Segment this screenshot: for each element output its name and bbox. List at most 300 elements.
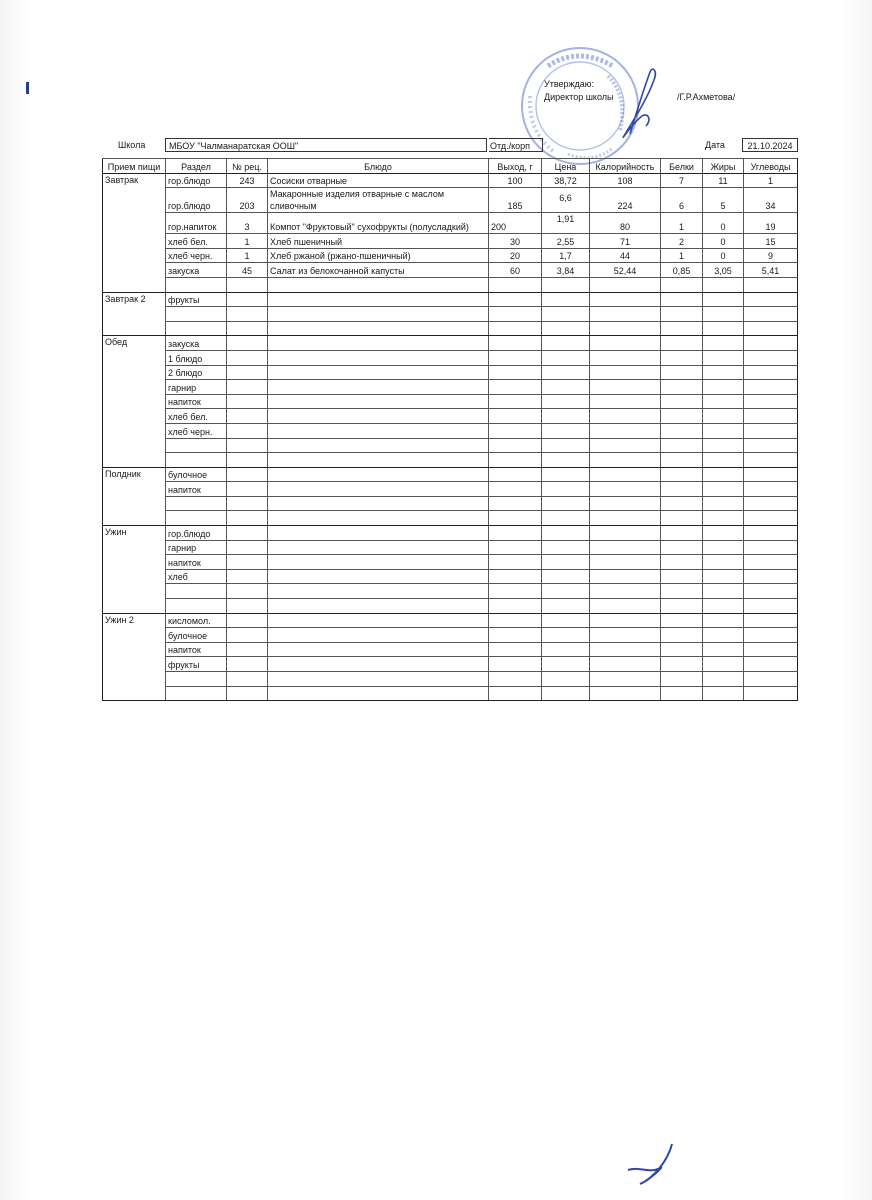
price-cell xyxy=(542,292,590,307)
table-row xyxy=(103,365,798,380)
price-cell xyxy=(542,569,590,584)
carbs-cell xyxy=(744,613,798,628)
dish-cell xyxy=(268,336,489,351)
output-cell: 100 xyxy=(489,173,542,188)
dish-cell xyxy=(268,321,489,336)
dish-cell xyxy=(268,292,489,307)
recipe-cell xyxy=(227,336,268,351)
price-cell xyxy=(542,321,590,336)
price-cell xyxy=(542,423,590,438)
output-cell: 200 xyxy=(489,213,542,234)
section-cell: гор.блюдо xyxy=(166,188,227,213)
calories-cell xyxy=(590,496,661,511)
output-cell: 185 xyxy=(489,188,542,213)
output-cell: 20 xyxy=(489,248,542,263)
carbs-cell xyxy=(744,467,798,482)
table-row xyxy=(103,599,798,614)
protein-cell xyxy=(661,686,703,701)
calories-cell xyxy=(590,657,661,672)
carbs-cell xyxy=(744,409,798,424)
protein-cell xyxy=(661,307,703,322)
output-cell xyxy=(489,394,542,409)
output-cell xyxy=(489,423,542,438)
protein-cell xyxy=(661,672,703,687)
price-cell xyxy=(542,613,590,628)
dish-cell xyxy=(268,423,489,438)
recipe-cell: 3 xyxy=(227,213,268,234)
carbs-cell xyxy=(744,292,798,307)
calories-cell xyxy=(590,336,661,351)
calories-cell xyxy=(590,438,661,453)
carbs-cell xyxy=(744,423,798,438)
output-cell xyxy=(489,350,542,365)
section-cell xyxy=(166,686,227,701)
approval-position: Директор школы xyxy=(544,92,614,102)
output-cell xyxy=(489,336,542,351)
calories-cell: 44 xyxy=(590,248,661,263)
recipe-cell xyxy=(227,365,268,380)
protein-cell xyxy=(661,540,703,555)
recipe-cell xyxy=(227,380,268,395)
price-cell: 2,55 xyxy=(542,234,590,249)
section-cell: гор.блюдо xyxy=(166,173,227,188)
table-row xyxy=(103,686,798,701)
section-cell: хлеб бел. xyxy=(166,409,227,424)
output-cell xyxy=(489,584,542,599)
section-cell xyxy=(166,453,227,468)
calories-cell xyxy=(590,467,661,482)
protein-cell: 7 xyxy=(661,173,703,188)
table-row xyxy=(103,613,798,628)
scan-edge-mark xyxy=(26,82,29,94)
carbs-cell xyxy=(744,453,798,468)
section-cell: 1 блюдо xyxy=(166,350,227,365)
col-price: Цена xyxy=(542,159,590,174)
approval-name: /Г.Р.Ахметова/ xyxy=(677,92,736,102)
output-cell xyxy=(489,569,542,584)
table-row xyxy=(103,394,798,409)
price-cell xyxy=(542,526,590,541)
calories-cell xyxy=(590,599,661,614)
fat-cell xyxy=(703,350,744,365)
output-cell xyxy=(489,380,542,395)
calories-cell xyxy=(590,307,661,322)
menu-table xyxy=(102,158,798,701)
table-row xyxy=(103,409,798,424)
dish-cell xyxy=(268,394,489,409)
recipe-cell xyxy=(227,467,268,482)
table-row xyxy=(103,540,798,555)
recipe-cell xyxy=(227,584,268,599)
dish-cell xyxy=(268,438,489,453)
fat-cell xyxy=(703,380,744,395)
price-cell xyxy=(542,642,590,657)
table-row xyxy=(103,496,798,511)
protein-cell xyxy=(661,496,703,511)
fat-cell xyxy=(703,657,744,672)
fat-cell xyxy=(703,496,744,511)
section-cell: напиток xyxy=(166,394,227,409)
date-label: Дата xyxy=(705,140,725,150)
recipe-cell xyxy=(227,453,268,468)
price-cell xyxy=(542,350,590,365)
section-cell: фрукты xyxy=(166,657,227,672)
output-cell xyxy=(489,321,542,336)
protein-cell xyxy=(661,453,703,468)
dish-cell: Макаронные изделия отварные с маслом сливочным xyxy=(268,188,489,213)
meal-label: Обед xyxy=(103,336,166,467)
dish-cell xyxy=(268,467,489,482)
fat-cell xyxy=(703,277,744,292)
carbs-cell xyxy=(744,482,798,497)
fat-cell xyxy=(703,307,744,322)
dish-cell xyxy=(268,657,489,672)
table-row xyxy=(103,188,798,213)
protein-cell: 1 xyxy=(661,213,703,234)
section-cell xyxy=(166,496,227,511)
price-cell xyxy=(542,628,590,643)
table-header xyxy=(103,159,798,174)
col-output: Выход, г xyxy=(489,159,542,174)
dish-cell xyxy=(268,453,489,468)
recipe-cell xyxy=(227,496,268,511)
recipe-cell xyxy=(227,686,268,701)
fat-cell: 5 xyxy=(703,188,744,213)
dish-cell xyxy=(268,511,489,526)
table-row xyxy=(103,423,798,438)
protein-cell: 6 xyxy=(661,188,703,213)
calories-cell xyxy=(590,365,661,380)
dish-cell xyxy=(268,380,489,395)
recipe-cell xyxy=(227,642,268,657)
price-cell xyxy=(542,409,590,424)
dish-cell: Хлеб ржаной (ржано-пшеничный) xyxy=(268,248,489,263)
calories-cell xyxy=(590,672,661,687)
fat-cell xyxy=(703,467,744,482)
table-row xyxy=(103,511,798,526)
output-cell: 30 xyxy=(489,234,542,249)
fat-cell: 11 xyxy=(703,173,744,188)
protein-cell xyxy=(661,599,703,614)
price-cell xyxy=(542,584,590,599)
fat-cell: 0 xyxy=(703,213,744,234)
recipe-cell: 243 xyxy=(227,173,268,188)
section-cell: хлеб xyxy=(166,569,227,584)
carbs-cell xyxy=(744,394,798,409)
carbs-cell xyxy=(744,657,798,672)
calories-cell: 80 xyxy=(590,213,661,234)
table-row xyxy=(103,277,798,292)
approval-title: Утверждаю: xyxy=(544,79,595,89)
recipe-cell xyxy=(227,307,268,322)
price-cell xyxy=(542,496,590,511)
meal-label: Полдник xyxy=(103,467,166,525)
table-row xyxy=(103,642,798,657)
carbs-cell xyxy=(744,569,798,584)
fat-cell xyxy=(703,555,744,570)
price-cell xyxy=(542,394,590,409)
section-cell xyxy=(166,307,227,322)
fat-cell xyxy=(703,599,744,614)
dish-cell: Хлеб пшеничный xyxy=(268,234,489,249)
recipe-cell xyxy=(227,394,268,409)
calories-cell xyxy=(590,277,661,292)
price-cell xyxy=(542,277,590,292)
recipe-cell xyxy=(227,672,268,687)
section-cell: закуска xyxy=(166,263,227,278)
col-protein: Белки xyxy=(661,159,703,174)
recipe-cell: 1 xyxy=(227,248,268,263)
fat-cell: 0 xyxy=(703,248,744,263)
calories-cell xyxy=(590,642,661,657)
recipe-cell xyxy=(227,599,268,614)
meal-label: Ужин 2 xyxy=(103,613,166,701)
protein-cell xyxy=(661,467,703,482)
recipe-cell xyxy=(227,482,268,497)
approval-block xyxy=(544,78,736,104)
table-row xyxy=(103,672,798,687)
section-cell: напиток xyxy=(166,482,227,497)
calories-cell xyxy=(590,423,661,438)
table-row xyxy=(103,657,798,672)
fat-cell xyxy=(703,438,744,453)
protein-cell xyxy=(661,409,703,424)
protein-cell xyxy=(661,555,703,570)
protein-cell xyxy=(661,423,703,438)
col-carbs: Углеводы xyxy=(744,159,798,174)
price-cell xyxy=(542,467,590,482)
carbs-cell: 5,41 xyxy=(744,263,798,278)
output-cell xyxy=(489,438,542,453)
output-cell xyxy=(489,409,542,424)
col-dish: Блюдо xyxy=(268,159,489,174)
dish-cell xyxy=(268,540,489,555)
dish-cell xyxy=(268,686,489,701)
protein-cell xyxy=(661,321,703,336)
price-cell xyxy=(542,453,590,468)
calories-cell xyxy=(590,380,661,395)
dish-cell xyxy=(268,277,489,292)
table-row xyxy=(103,526,798,541)
price-cell: 6,6 xyxy=(559,193,572,204)
calories-cell xyxy=(590,686,661,701)
fat-cell xyxy=(703,511,744,526)
output-cell xyxy=(489,555,542,570)
calories-cell xyxy=(590,540,661,555)
carbs-cell xyxy=(744,511,798,526)
price-cell xyxy=(542,599,590,614)
meal-label: Ужин xyxy=(103,526,166,614)
table-row xyxy=(103,380,798,395)
price-cell: 3,84 xyxy=(542,263,590,278)
carbs-cell xyxy=(744,526,798,541)
table-row xyxy=(103,628,798,643)
protein-cell xyxy=(661,526,703,541)
section-cell: 2 блюдо xyxy=(166,365,227,380)
meal-groups xyxy=(103,292,798,701)
price-cell xyxy=(542,686,590,701)
table-row xyxy=(103,350,798,365)
protein-cell xyxy=(661,511,703,526)
col-meal: Прием пищи xyxy=(103,159,166,174)
calories-cell: 71 xyxy=(590,234,661,249)
section-cell: фрукты xyxy=(166,292,227,307)
output-cell xyxy=(489,526,542,541)
school-label: Школа xyxy=(118,140,146,150)
dish-cell xyxy=(268,584,489,599)
output-cell xyxy=(489,599,542,614)
dish-cell xyxy=(268,599,489,614)
carbs-cell xyxy=(744,628,798,643)
fat-cell xyxy=(703,336,744,351)
section-cell xyxy=(166,438,227,453)
protein-cell xyxy=(661,642,703,657)
table-row xyxy=(103,467,798,482)
fat-cell: 3,05 xyxy=(703,263,744,278)
dish-cell xyxy=(268,569,489,584)
table-row xyxy=(103,336,798,351)
fat-cell xyxy=(703,423,744,438)
recipe-cell: 203 xyxy=(227,188,268,213)
recipe-cell xyxy=(227,438,268,453)
protein-cell xyxy=(661,613,703,628)
dish-cell: Сосиски отварные xyxy=(268,173,489,188)
table-row xyxy=(103,438,798,453)
price-cell-wrap xyxy=(542,213,590,234)
dish-cell xyxy=(268,409,489,424)
output-cell xyxy=(489,642,542,657)
output-cell xyxy=(489,511,542,526)
recipe-cell xyxy=(227,423,268,438)
recipe-cell xyxy=(227,350,268,365)
table-row xyxy=(103,555,798,570)
protein-cell xyxy=(661,482,703,497)
output-cell xyxy=(489,482,542,497)
fat-cell xyxy=(703,584,744,599)
section-cell: хлеб черн. xyxy=(166,423,227,438)
dish-cell xyxy=(268,526,489,541)
calories-cell xyxy=(590,569,661,584)
calories-cell xyxy=(590,394,661,409)
carbs-cell xyxy=(744,380,798,395)
carbs-cell xyxy=(744,540,798,555)
fat-cell: 0 xyxy=(703,234,744,249)
table-row xyxy=(103,234,798,249)
carbs-cell: 15 xyxy=(744,234,798,249)
fat-cell xyxy=(703,628,744,643)
output-cell xyxy=(489,628,542,643)
carbs-cell xyxy=(744,642,798,657)
recipe-cell xyxy=(227,526,268,541)
protein-cell xyxy=(661,438,703,453)
director-signature xyxy=(602,64,672,144)
recipe-cell xyxy=(227,511,268,526)
calories-cell xyxy=(590,409,661,424)
carbs-cell xyxy=(744,584,798,599)
dish-cell xyxy=(268,482,489,497)
price-cell: 1,7 xyxy=(542,248,590,263)
table-row xyxy=(103,248,798,263)
carbs-cell xyxy=(744,321,798,336)
calories-cell xyxy=(590,511,661,526)
calories-cell: 52,44 xyxy=(590,263,661,278)
carbs-cell xyxy=(744,350,798,365)
protein-cell xyxy=(661,336,703,351)
section-cell: гарнир xyxy=(166,380,227,395)
output-cell xyxy=(489,307,542,322)
calories-cell xyxy=(590,613,661,628)
fat-cell xyxy=(703,365,744,380)
col-recipe: № рец. xyxy=(227,159,268,174)
section-cell xyxy=(166,599,227,614)
output-cell: 60 xyxy=(489,263,542,278)
carbs-cell: 1 xyxy=(744,173,798,188)
dish-cell xyxy=(268,350,489,365)
carbs-cell xyxy=(744,307,798,322)
output-cell xyxy=(489,496,542,511)
fat-cell xyxy=(703,409,744,424)
fat-cell xyxy=(703,526,744,541)
date-field: 21.10.2024 xyxy=(742,138,798,152)
section-cell: гор.блюдо xyxy=(166,526,227,541)
fat-cell xyxy=(703,453,744,468)
recipe-cell xyxy=(227,409,268,424)
dept-label: Отд./корп xyxy=(489,138,543,152)
section-cell xyxy=(166,321,227,336)
recipe-cell xyxy=(227,292,268,307)
calories-cell xyxy=(590,453,661,468)
carbs-cell: 19 xyxy=(744,213,798,234)
dish-cell xyxy=(268,496,489,511)
section-cell xyxy=(166,584,227,599)
price-cell: 38,72 xyxy=(542,173,590,188)
recipe-cell xyxy=(227,277,268,292)
output-cell xyxy=(489,657,542,672)
calories-cell xyxy=(590,350,661,365)
price-cell xyxy=(542,482,590,497)
price-cell xyxy=(542,336,590,351)
fat-cell xyxy=(703,394,744,409)
carbs-cell: 9 xyxy=(744,248,798,263)
protein-cell xyxy=(661,657,703,672)
price-cell xyxy=(542,307,590,322)
price-cell xyxy=(542,438,590,453)
section-cell xyxy=(166,277,227,292)
carbs-cell xyxy=(744,336,798,351)
price-cell xyxy=(542,365,590,380)
section-cell: напиток xyxy=(166,555,227,570)
price-cell xyxy=(542,657,590,672)
col-section: Раздел xyxy=(166,159,227,174)
section-cell: закуска xyxy=(166,336,227,351)
section-cell xyxy=(166,511,227,526)
price-cell xyxy=(542,540,590,555)
recipe-cell xyxy=(227,540,268,555)
price-cell xyxy=(542,555,590,570)
table-row xyxy=(103,584,798,599)
calories-cell xyxy=(590,628,661,643)
recipe-cell: 45 xyxy=(227,263,268,278)
recipe-cell xyxy=(227,569,268,584)
calories-cell xyxy=(590,482,661,497)
output-cell xyxy=(489,277,542,292)
table-row xyxy=(103,263,798,278)
col-fat: Жиры xyxy=(703,159,744,174)
protein-cell: 1 xyxy=(661,248,703,263)
table-row xyxy=(103,307,798,322)
dish-cell xyxy=(268,307,489,322)
output-cell xyxy=(489,453,542,468)
